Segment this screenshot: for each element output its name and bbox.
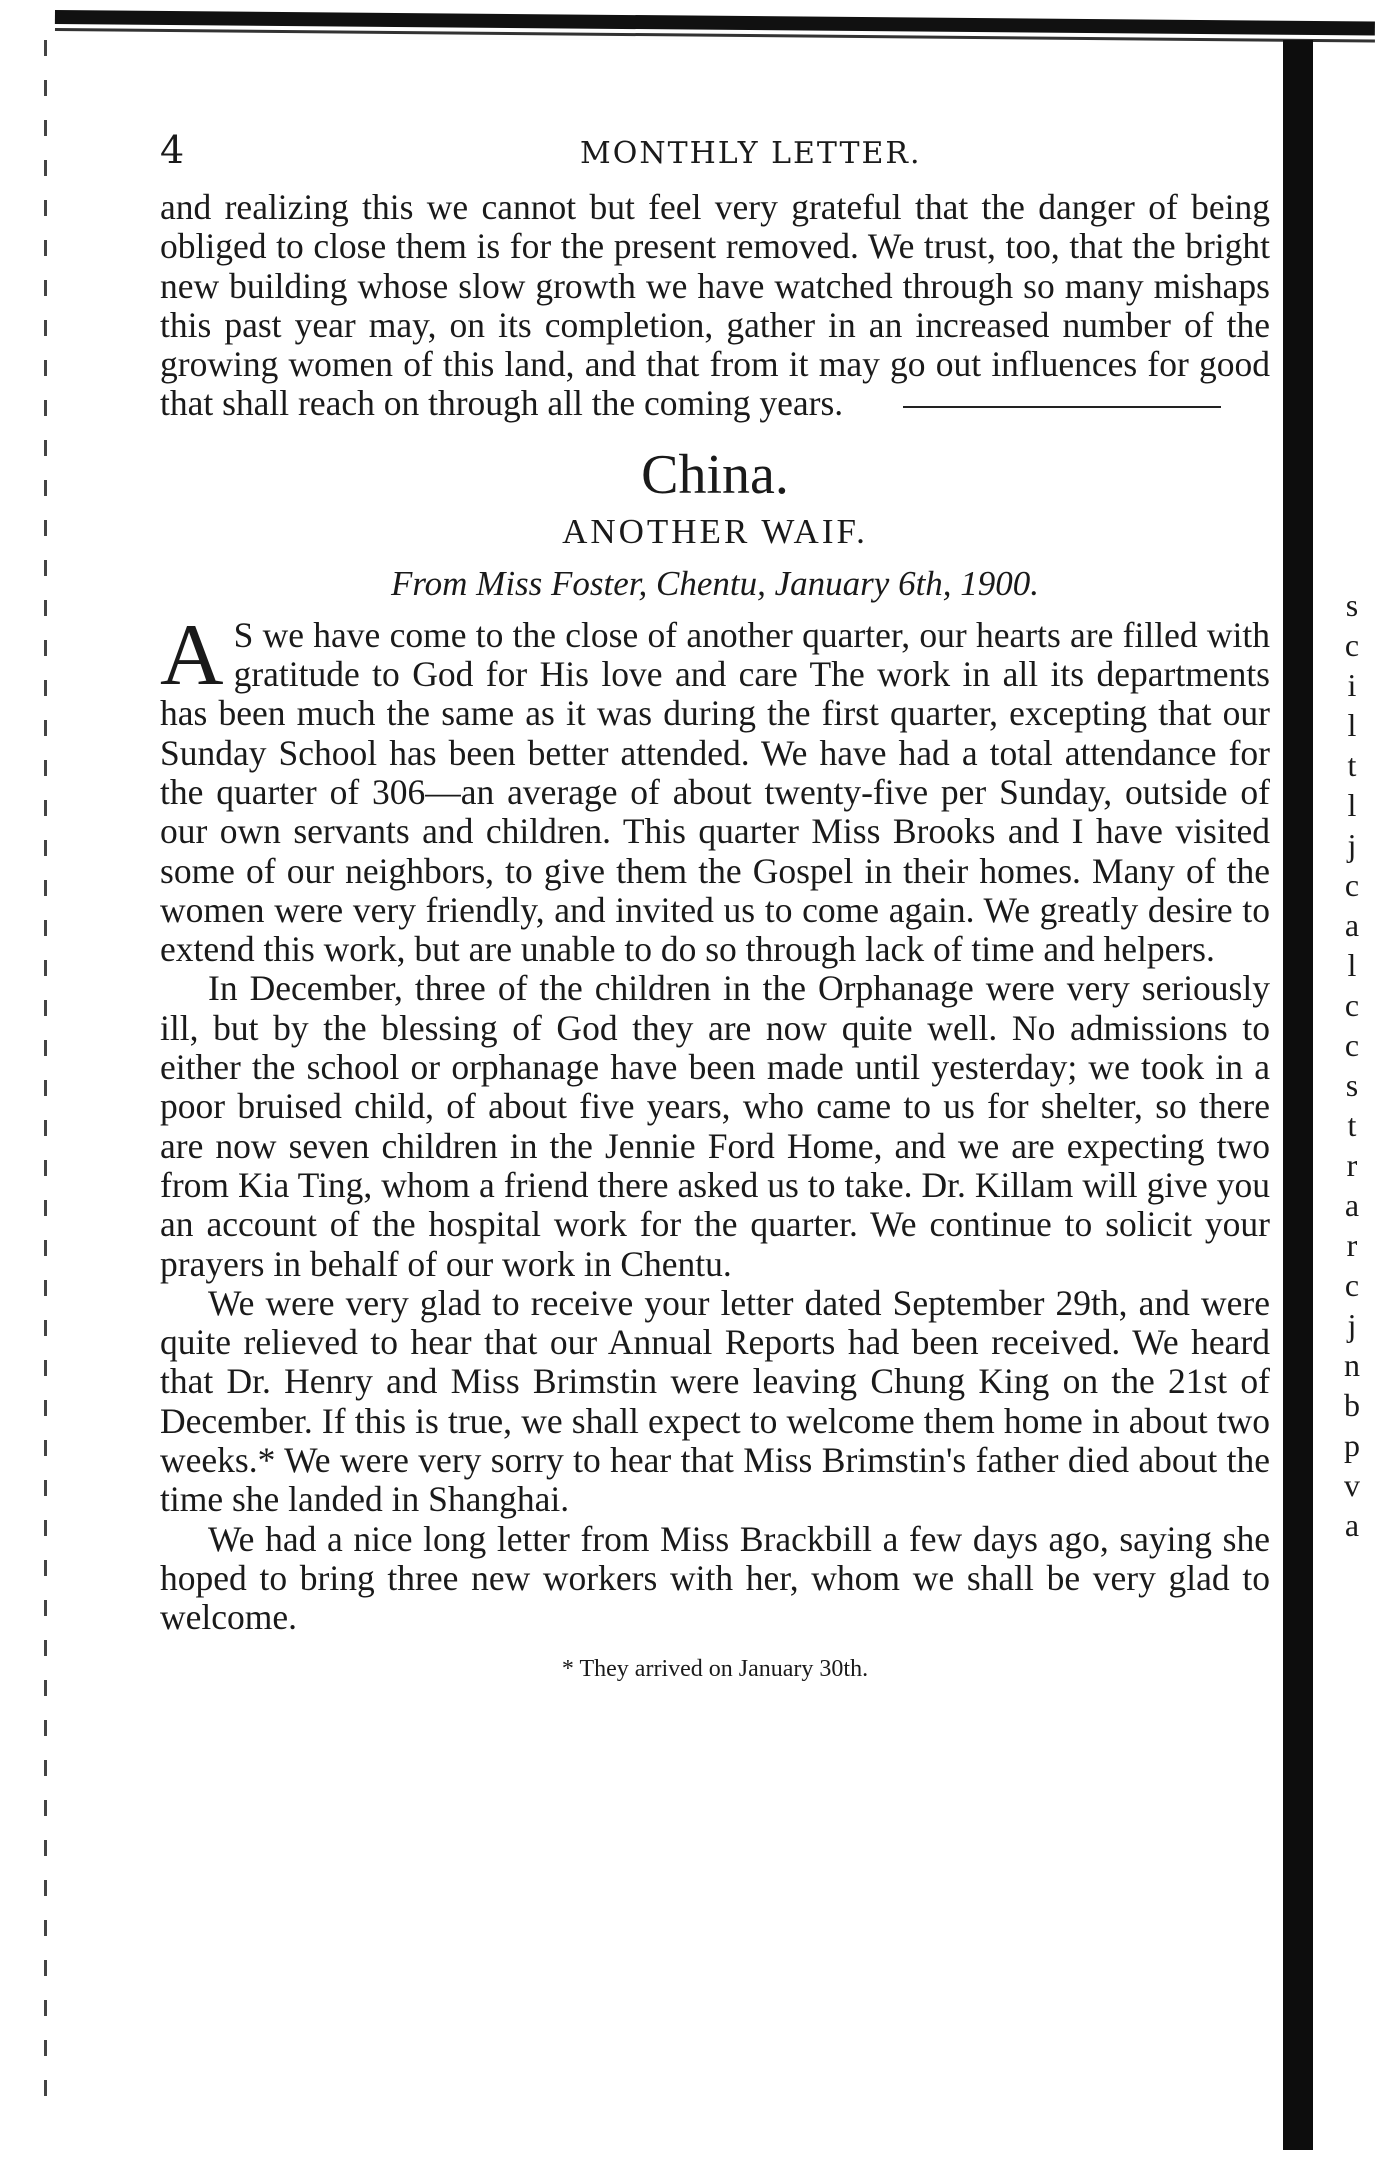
- continued-text: and realizing this we cannot but feel very grateful that the danger of being obliged to close them is for the present removed. We trust, too, that the bright new building whose slow growth we have watched through so many mishaps this past year may, on its completion, gather in an increased number of the growing women of this land, and that from it may go out influences for good that shall reach on through all the coming years.: [160, 187, 1270, 424]
- footnote: * They arrived on January 30th.: [561, 1655, 869, 1682]
- margin-fragment: b: [1344, 1387, 1360, 1423]
- margin-fragment: s: [1345, 587, 1359, 623]
- page-header: [160, 128, 1270, 188]
- margin-fragment: j: [1347, 827, 1357, 863]
- margin-fragment: i: [1347, 667, 1357, 703]
- facing-page-margin-fragments: [1322, 585, 1382, 1545]
- letter-paragraph-1-text: S we have come to the close of another quarter, our hearts are filled with gratitude to God for His love and care The work in all its departments has been much the same as it was during the first quarter, excepting that our Sunday School has been better attended. We have had a total attendance for the quarter of 306—an average of about twenty-five per Sunday, outside of our own servants and children. This quarter Miss Brooks and I have visited some of our neighbors, to give them the Gospel in their homes. Many of the women were very friendly, and invited us to come again. We greatly desire to extend this work, but are unable to do so through lack of time and helpers.: [160, 614, 1270, 970]
- letter-paragraph-4: We had a nice long letter from Miss Brackbill a few days ago, saying she hoped to bring three new workers with her, whom we shall be very glad to welcome.: [160, 1518, 1270, 1638]
- margin-fragment: r: [1346, 1147, 1358, 1183]
- margin-fragment: a: [1344, 1507, 1360, 1543]
- margin-fragment: j: [1347, 1307, 1357, 1343]
- margin-fragment: n: [1344, 1347, 1360, 1383]
- drop-cap: A: [160, 606, 224, 704]
- section-title: China.: [641, 443, 789, 506]
- margin-fragment: s: [1345, 1067, 1359, 1103]
- margin-fragment: v: [1344, 1467, 1360, 1503]
- page-number: 4: [160, 128, 185, 172]
- letter-paragraph-2: In December, three of the children in the Orphanage were very seriously ill, but by the blessing of God they are now quite well. No admissions to either the school or orphanage have been made until yesterday; we took in a poor bruised child, of about five years, who came to us for shelter, so there are now seven children in the Jennie Ford Home, and we are expecting two from Kia Ting, whom a friend there asked us to take. Dr. Killam will give you an account of the hospital work for the quarter. We continue to solicit your prayers in behalf of our work in Chentu.: [160, 968, 1270, 1284]
- right-binding-edge: [1283, 40, 1313, 2150]
- margin-fragment: r: [1346, 1227, 1358, 1263]
- letter-paragraph-1: [160, 606, 1270, 970]
- margin-fragment: a: [1344, 907, 1360, 943]
- margin-fragment: t: [1347, 747, 1357, 783]
- margin-fragment: c: [1344, 867, 1360, 903]
- margin-fragment: a: [1344, 1187, 1360, 1223]
- margin-fragment: t: [1347, 1107, 1357, 1143]
- margin-fragment: c: [1344, 987, 1360, 1023]
- section-subtitle: ANOTHER WAIF.: [562, 511, 868, 551]
- margin-fragment: l: [1347, 787, 1357, 823]
- margin-fragment: p: [1344, 1427, 1360, 1463]
- margin-fragment: c: [1344, 1267, 1360, 1303]
- margin-fragment: l: [1347, 947, 1357, 983]
- section-separator-rule: [903, 406, 1221, 408]
- letter-paragraph-3: We were very glad to receive your letter dated September 29th, and were quite relieved to hear that our Annual Reports had been received. We heard that Dr. Henry and Miss Brimstin were leaving Chung King on the 21st of December. If this is true, we shall expect to welcome them home in about two weeks.* We were very sorry to hear that Miss Brimstin's father died about the time she landed in Shanghai.: [160, 1282, 1270, 1520]
- margin-fragment: c: [1344, 1027, 1360, 1063]
- page-body: [160, 128, 1270, 1683]
- left-page-edge: [44, 40, 47, 2100]
- continued-paragraph: [160, 188, 1270, 424]
- margin-fragment: l: [1347, 707, 1357, 743]
- margin-fragment: c: [1344, 627, 1360, 663]
- running-head: MONTHLY LETTER.: [580, 136, 922, 171]
- letter-byline: From Miss Foster, Chentu, January 6th, 1900.: [390, 563, 1040, 603]
